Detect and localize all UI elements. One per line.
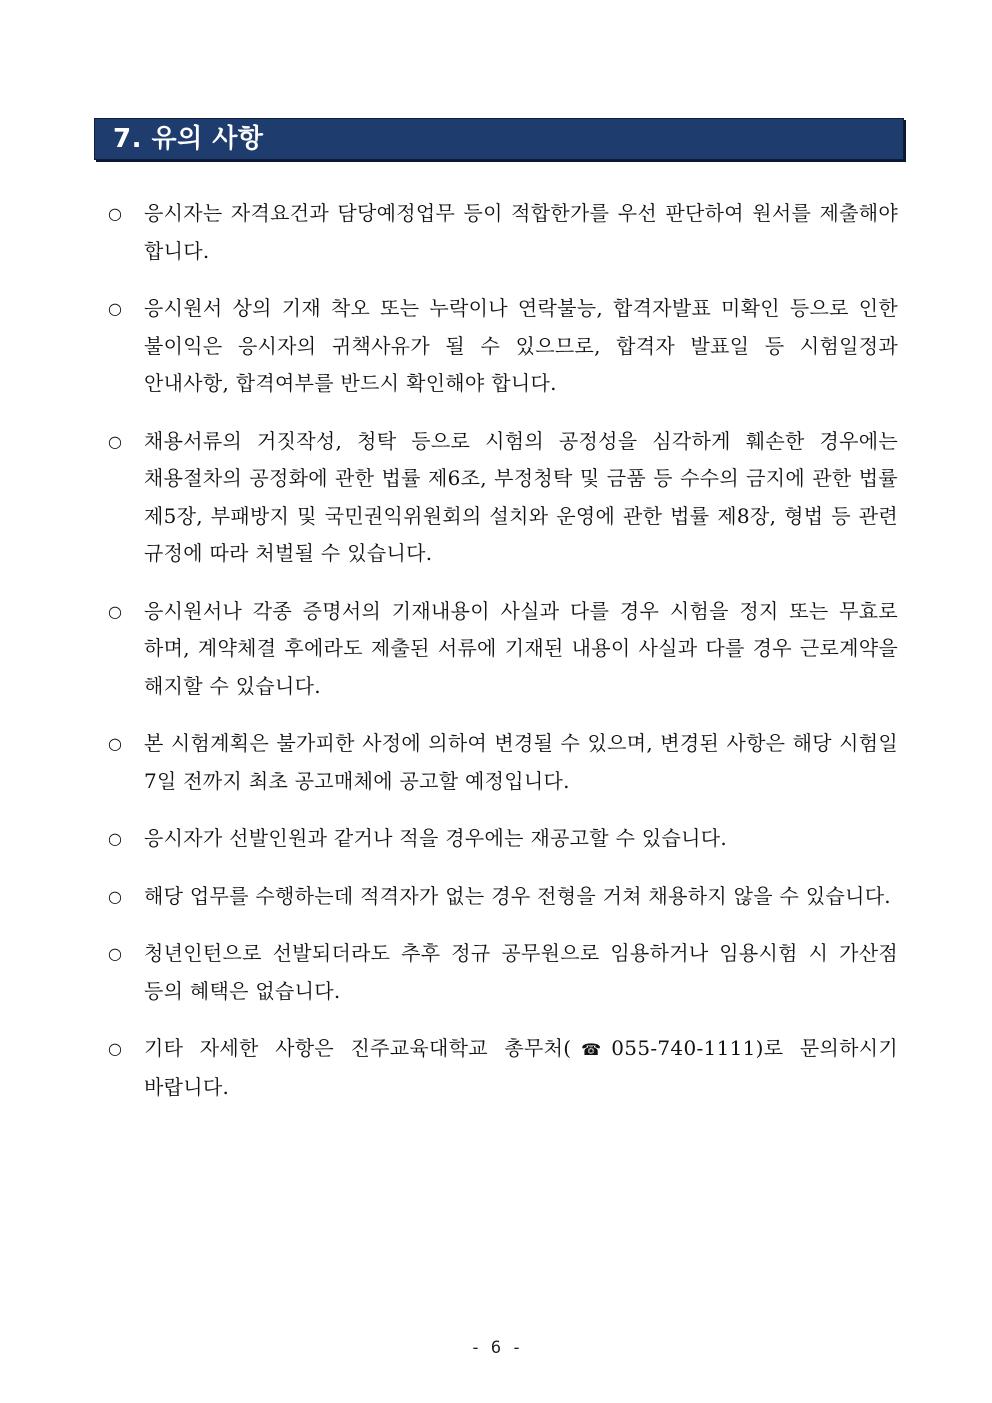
section-title: 7. 유의 사항 — [113, 124, 264, 154]
bullet-circle-icon: ○ — [108, 601, 123, 621]
contact-text-after: )로 문의하시기 바랍니다. — [144, 1036, 898, 1099]
notice-list — [108, 195, 898, 1126]
notice-text: 응시자가 선발인원과 같거나 적을 경우에는 재공고할 수 있습니다. — [144, 826, 727, 850]
telephone-icon: ☎ — [571, 1040, 612, 1059]
bullet-circle-icon: ○ — [108, 1039, 123, 1058]
notice-item — [108, 725, 898, 800]
notice-text: 응시원서 상의 기재 착오 또는 누락이나 연락불능, 합격자발표 미확인 등으로 인한 불이익은 응시자의 귀책사유가 될 수 있으므로, 합격자 발표일 등 시험일정과 안내사항, 합격여부를 반드시 확인해야 합니다. — [144, 296, 898, 395]
page-number: - 6 - — [470, 1338, 522, 1358]
section-header — [94, 118, 904, 160]
notice-item — [108, 593, 898, 706]
bullet-circle-icon: ○ — [108, 204, 123, 223]
notice-item — [108, 820, 898, 858]
bullet-circle-icon: ○ — [108, 886, 123, 906]
notice-item — [108, 878, 898, 916]
notice-item — [108, 195, 898, 270]
contact-text-before: 기타 자세한 사항은 진주교육대학교 총무처( — [144, 1036, 572, 1060]
notice-text: 본 시험계획은 불가피한 사정에 의하여 변경될 수 있으며, 변경된 사항은 해당 시험일 7일 전까지 최초 공고매체에 공고할 예정입니다. — [144, 731, 898, 793]
contact-phone-number: 055-740-1111 — [611, 1036, 756, 1060]
bullet-circle-icon: ○ — [108, 944, 123, 963]
bullet-circle-icon: ○ — [108, 431, 123, 451]
notice-item — [108, 290, 898, 403]
notice-text: 응시자는 자격요건과 담당예정업무 등이 적합한가를 우선 판단하여 원서를 제출해야 합니다. — [144, 201, 898, 263]
notice-item-contact — [108, 1030, 898, 1106]
notice-item — [108, 423, 898, 573]
notice-text: 응시원서나 각종 증명서의 기재내용이 사실과 다를 경우 시험을 정지 또는 무효로 하며, 계약체결 후에라도 제출된 서류에 기재된 내용이 사실과 다를 경우 근로계약을 해지할 수 있습니다. — [144, 598, 898, 698]
notice-text: 청년인턴으로 선발되더라도 추후 정규 공무원으로 임용하거나 임용시험 시 가산점 등의 혜택은 없습니다. — [144, 941, 898, 1003]
bullet-circle-icon: ○ — [108, 734, 123, 753]
bullet-circle-icon: ○ — [108, 299, 123, 318]
notice-text: 해당 업무를 수행하는데 적격자가 없는 경우 전형을 거쳐 채용하지 않을 수 있습니다. — [144, 883, 891, 908]
bullet-circle-icon: ○ — [108, 829, 123, 848]
notice-text: 채용서류의 거짓작성, 청탁 등으로 시험의 공정성을 심각하게 훼손한 경우에는 채용절차의 공정화에 관한 법률 제6조, 부정청탁 및 금품 등 수수의 금지에 관한 법률 제5장, 부패방지 및 국민권익위원회의 설치와 운영에 관한 법률 제8장, 형법 등 관련 규정에 따라 처벌될 수 있습니다. — [144, 428, 898, 565]
notice-item — [108, 935, 898, 1010]
